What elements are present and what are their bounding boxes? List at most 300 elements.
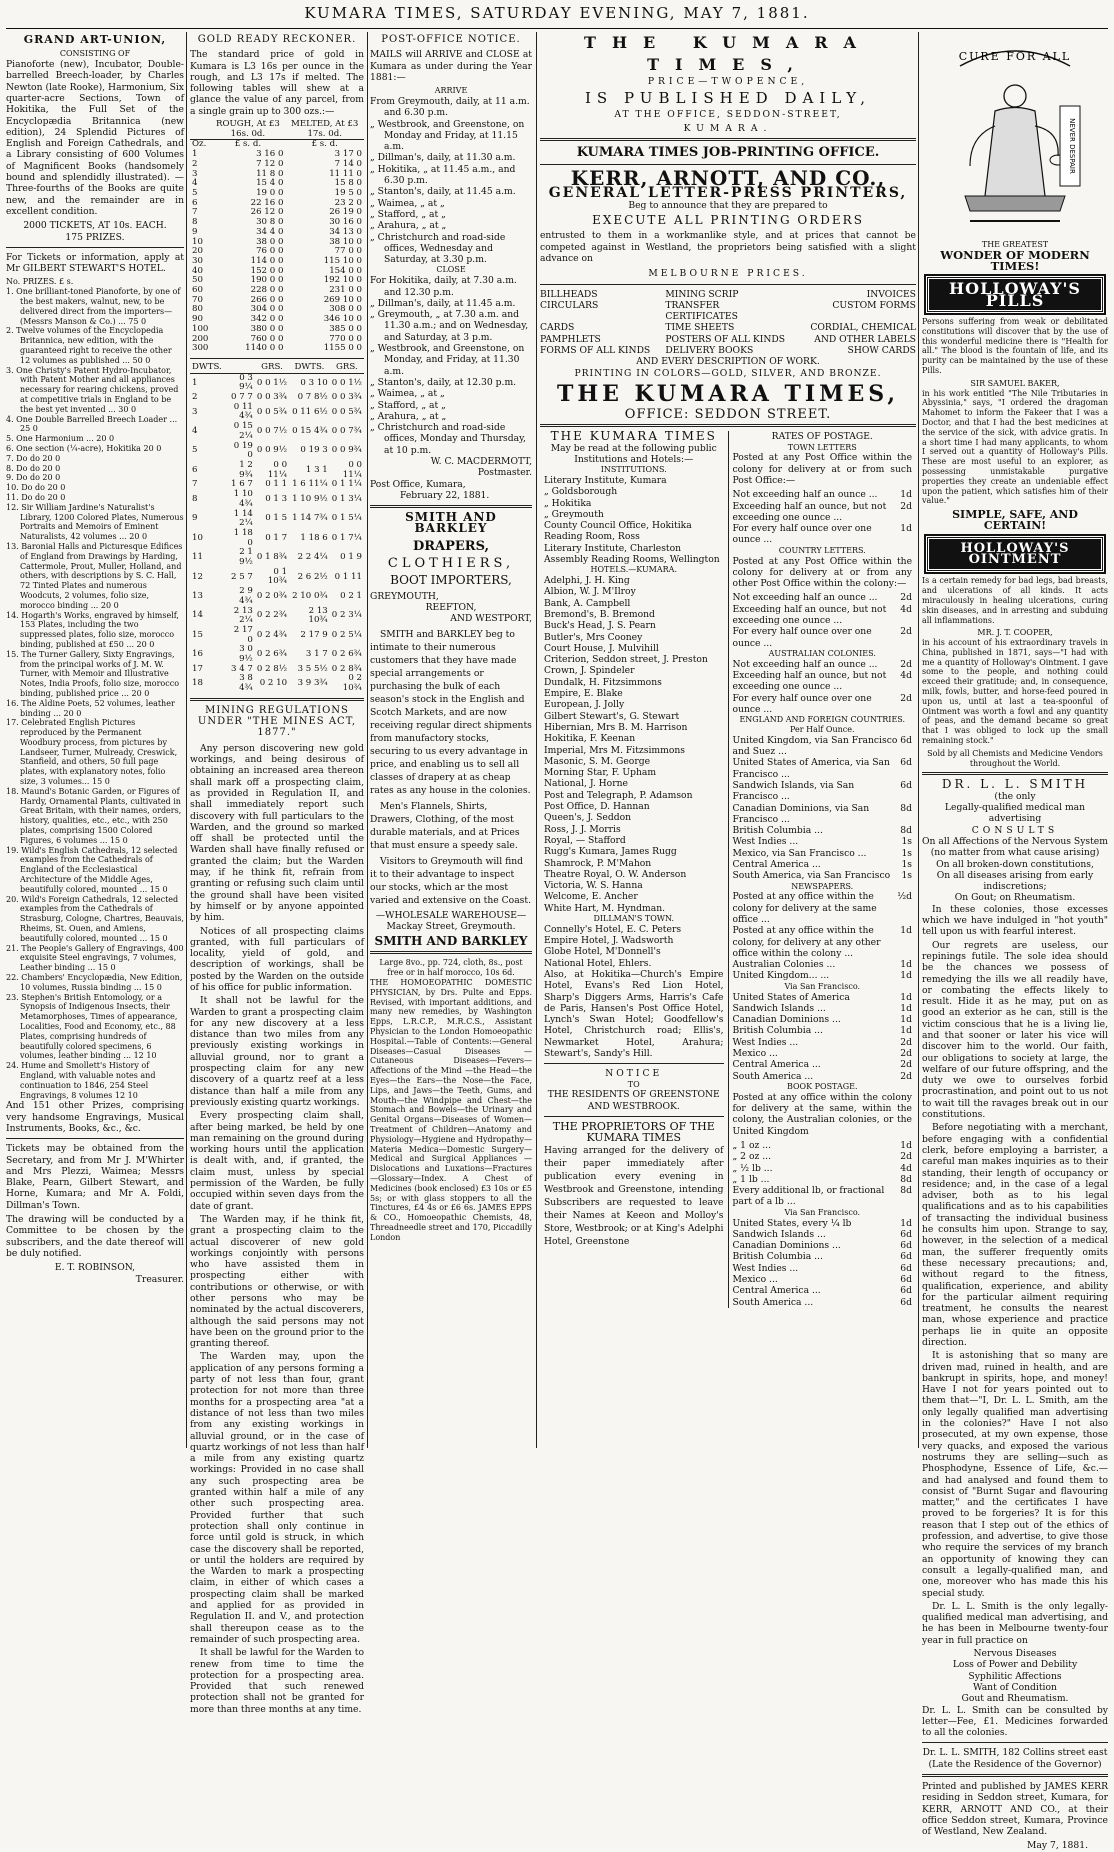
- dr-smith-ailment: On all broken-down constitutions,: [936, 858, 1094, 870]
- pennyweight-row: [190, 480, 364, 490]
- kt-melbourne: MELBOURNE PRICES.: [648, 268, 808, 280]
- pennyweight-cell: 0 1 3: [265, 493, 288, 504]
- pennyweight-cell: 0 7 8½: [297, 392, 328, 403]
- postmaster-title: Postmaster.: [477, 467, 532, 479]
- grs-head: GRS.: [255, 363, 289, 373]
- hotel-item: European, J. Jolly: [544, 699, 625, 711]
- imprint-date: May 7, 1881.: [1027, 1840, 1088, 1852]
- pennyweight-row: [190, 373, 364, 393]
- printing-item: CORDIAL, CHEMICAL: [810, 322, 916, 334]
- rate-value: 4d: [900, 603, 912, 615]
- pennyweight-cell: 0 2 3¼: [331, 610, 362, 621]
- rate-value: 1d: [900, 1014, 912, 1026]
- pennyweight-cell: 0 2 0¾: [256, 590, 288, 601]
- printing-item: DELIVERY BOOKS: [665, 345, 754, 357]
- rate-value: 1s: [901, 836, 912, 848]
- rate-label: Sandwich Islands ...: [732, 1002, 826, 1014]
- rate-label: West Indies ...: [732, 1262, 799, 1274]
- pennyweight-cell: 0 2 8½: [256, 663, 288, 674]
- rate-label: Every additional lb, or fractional part of a lb ...: [732, 1185, 885, 1208]
- pennyweight-row: [190, 393, 364, 403]
- art-union-signer: E. T. ROBINSON,: [54, 1262, 136, 1274]
- ounce-cell: 3 16 0: [256, 149, 284, 160]
- divider: [544, 1063, 724, 1064]
- rate-value: 1d: [900, 1217, 912, 1229]
- rate-label: Central America ...: [732, 1059, 821, 1071]
- ounce-cell: 34 4 0: [256, 226, 284, 237]
- pennyweight-row: [190, 548, 364, 567]
- ounce-cell: 380 0 0: [250, 323, 284, 334]
- rate-row: [733, 1048, 913, 1059]
- kt-colors: PRINTING IN COLORS—GOLD, SILVER, AND BRONZE.: [574, 367, 882, 379]
- pennyweight-cell: 0 1 3¼: [331, 493, 362, 504]
- hotel-item: White Hart, M. Hyndman.: [544, 902, 666, 914]
- ounce-cell: 154 0 0: [329, 265, 362, 276]
- prize-item: 12. Sir William Jardine's Naturalist's Library, 1200 Colored Plates, Numerous Portraits and Memoirs of Eminent Naturalists, 42 volumes ... 20 0: [6, 502, 184, 542]
- homeo-body: THE HOMOEOPATHIC DOMESTIC PHYSICIAN, by Drs. Pulte and Epps. Revised, with important additions, and many new remedies, by Washington Epps, L.R.C.P., M.R.C.S., Assistant Physician to the London Homoeopathic Hospital.—Table of Contents:—General Diseases—Casual Diseases —Cutaneous Diseases—Fevers—Affections of the Mind —the Head—the Eyes—the Ears—the Nose—the Face, Lips, and Jaws—the Teeth, Gums, and Mouth—the Windpipe and Chest—the Stomach and Bowels—the Urinary and Genital Organs—Diseases of Women—Treatment of Children—Anatomy and Physiology—Hygiene and Hydropathy—Materia Medica—Domestic Surgery—Medical and Surgical Appliances —Dislocations and Luxations—Fractures —Glossary—Index. A Chest of Medicines (book enclosed) £3 10s or £5 5s; or with glass stoppers to all the Tinctures, £4 4s or £6 6s. JAMES EPPS & CO., Homoeopathic Chemists, 48, Threadneedle street and 170, Piccadilly London: [370, 978, 532, 1242]
- rate-label: Not exceeding half an ounce ...: [732, 592, 878, 604]
- dwts-head: DWTS.: [289, 363, 330, 373]
- close-item: „ Waimea, „ at „: [370, 388, 445, 400]
- ounce-cell: 385 0 0: [329, 323, 362, 334]
- pennyweight-row: [190, 568, 364, 587]
- ounce-cell: 23 2 0: [334, 197, 362, 208]
- mining-title: MINING REGULATIONS UNDER "THE MINES ACT, 1877.": [197, 704, 357, 739]
- rate-label: Canadian Dominions, via San Francisco ...: [732, 802, 870, 825]
- book-head: BOOK POSTAGE.: [786, 1081, 858, 1091]
- ounce-cell: 231 0 0: [329, 285, 362, 296]
- ounce-cell: 8: [192, 217, 198, 228]
- dillmans-list: [544, 924, 724, 969]
- rate-label: Exceeding half an ounce, but not exceeding one ounce ...: [732, 603, 887, 626]
- rate-row: [733, 626, 913, 649]
- ounce-cell: 152 0 0: [250, 265, 284, 276]
- printing-item-row: [540, 322, 916, 333]
- ounce-cell: 80: [192, 304, 203, 315]
- holloway-column: [922, 32, 1108, 1852]
- kt-office: OFFICE: SEDDON STREET.: [624, 406, 832, 422]
- ounce-cell: 26 19 0: [329, 207, 362, 218]
- rate-value: 6d: [900, 1240, 912, 1252]
- smith-warehouse: —WHOLESALE WAREHOUSE—: [375, 909, 527, 921]
- smith-paragraph: Men's Flannels, Shirts, Drawers, Clothing, of the most durable materials, and at Prices that must ensure a speedy sale.: [370, 800, 520, 851]
- rate-row: [733, 1163, 913, 1174]
- art-union-prizes-count: 175 PRIZES.: [65, 231, 125, 243]
- ounce-table: [190, 120, 364, 354]
- notice-head: THE PROPRIETORS OF THE KUMARA TIMES: [552, 1120, 715, 1145]
- rate-label: Mexico ...: [732, 1274, 778, 1285]
- rate-label: „ ½ lb ...: [732, 1162, 773, 1174]
- ounce-cell: 190 0 0: [250, 275, 284, 286]
- ounce-cell: 1155 0 0: [323, 343, 362, 354]
- vsf2-head: Via San Francisco.: [784, 1207, 861, 1217]
- ounce-table-body: [190, 150, 364, 354]
- divider: [922, 772, 1108, 775]
- pennyweight-cell: 17: [192, 663, 203, 674]
- mining-paragraph: Every prospecting claim shall, after being marked, be held by one man remaining on the ground during working hours until the application is dealt with, and, if granted, the claim must, unless by special permission of the Warden, be fully occupied within seven days from the date of grant.: [190, 1110, 364, 1212]
- printing-item-row: [540, 345, 916, 356]
- pills-text: Persons suffering from weak or debilitated constitutions will discover that by the use of this wonderful medicine there is "Health for all." The blood is the fountain of life, and its purity can be maintained by the use of these Pills.: [922, 316, 1108, 375]
- kt-office-line: AT THE OFFICE, SEDDON-STREET,: [614, 109, 842, 121]
- dr-smith-paragraph: It is astonishing that so many are driven mad, ruined in health, and are bankrupt in spirits, hope, and money! Have I not for years pointed out to them that—"I, Dr. L. L. Smith, am the only legally qualified man advertising in the colonies?" Have I not also prosecuted, at my own expense, those very quacks, and exposed the various nostrums they are selling—such as Phosphodyne, Essence of Life, &c.—and had analysed and found them to consist of "Burnt Sugar and flavouring matter," and the certificates I have proved to be forgeries? It is for this reason that I step out of the ethics of profession, and advertise, to give those who require the services of my branch an opportunity of knowing they can consult a legally-qualified man, and one, moreover who has made this his special study.: [922, 1350, 1108, 1599]
- printing-item: POSTERS OF ALL KINDS: [665, 333, 786, 345]
- pennyweight-cell: 0 1 10¾: [267, 566, 288, 587]
- prize-item: 15. The Turner Gallery, Sixty Engravings, from the principal works of J. M. W. Turner, with Memoir and Illustrative Notes, India Proofs, folio size, morocco binding, published price ... 20 0: [6, 649, 180, 698]
- institution-item: Literary Institute, Charleston: [544, 542, 682, 554]
- ointment-text: Is a certain remedy for bad legs, bad breasts, and ulcerations of all kinds. It acts miraculously in healing ulcerations, curing skin diseases, and in arresting and subduing all inflammations.: [922, 576, 1108, 625]
- arrive-item: „ Westbrook, and Greenstone, on Monday and Friday, at 11.15 a.m.: [370, 118, 525, 153]
- pennyweight-cell: 0 0 1½: [331, 377, 362, 388]
- rate-label: United States of America, via San Francisco ...: [732, 757, 890, 780]
- pennyweight-cell: 7: [192, 479, 198, 490]
- arrive-heading: ARRIVE: [434, 86, 468, 96]
- printing-item: AND OTHER LABELS: [814, 333, 916, 345]
- pennyweight-row: [190, 626, 364, 645]
- pennyweight-cell: 3 8 4¾: [239, 673, 253, 694]
- dillmans-item: Connelly's Hotel, E. C. Peters: [544, 923, 682, 935]
- ounce-cell: 770 0 0: [329, 333, 362, 344]
- pennyweight-cell: 8: [192, 493, 198, 504]
- rate-row: [733, 659, 913, 670]
- printing-item: INVOICES: [866, 288, 916, 300]
- prize-item: 16. The Aldine Poets, 52 volumes, leather binding ... 20 0: [6, 698, 175, 718]
- ounce-cell: 114 0 0: [250, 255, 284, 266]
- pennyweight-cell: 3 1 7: [305, 649, 328, 660]
- printing-item: CARDS: [540, 322, 575, 334]
- pennyweight-cell: 0 0 5¾: [256, 406, 288, 417]
- hotels-heading: HOTELS.—KUMARA.: [590, 565, 677, 575]
- sold-text: Sold by all Chemists and Medicine Vendors throughout the World.: [927, 748, 1103, 768]
- hotel-item: Albion, W. J. M'Ilroy: [544, 586, 636, 598]
- art-union-subtitle: CONSISTING OF: [59, 49, 131, 59]
- pennyweight-cell: 18: [192, 678, 203, 689]
- dillmans-heading: DILLMAN'S TOWN.: [593, 914, 675, 923]
- rate-value: 1d: [900, 1139, 912, 1151]
- rate-label: Central America ...: [732, 859, 821, 871]
- read-at-section: [540, 431, 728, 1308]
- prize-item: 24. Hume and Smollett's History of England, with valuable notes and continuation to 1846, 254 Steel Engravings, 8 volumes 12 10: [6, 1061, 156, 1100]
- rate-label: Canadian Dominions ...: [732, 1014, 841, 1026]
- pennyweight-cell: 0 15 2¼: [233, 421, 253, 441]
- rate-value: 6d: [900, 1274, 912, 1285]
- pennyweight-cell: 3 0 9½: [239, 644, 253, 665]
- pennyweight-row: [190, 510, 364, 529]
- san-francisco-book-rates: [733, 1218, 913, 1308]
- country-letters-intro: Posted at any Post Office within the colony for delivery at or from any other Post Office within the colony:—: [732, 555, 912, 590]
- pennyweight-row: [190, 490, 364, 509]
- kt-town: KUMARA.: [683, 122, 773, 134]
- hotel-item: Bremond's, B. Bremond: [544, 608, 655, 620]
- close-item: „ Christchurch and road-side offices, Monday and Thursday, at 10 p.m.: [370, 422, 526, 456]
- country-rates: [733, 592, 913, 648]
- ounce-cell: 308 0 0: [329, 304, 362, 315]
- rate-row: [733, 523, 913, 546]
- divider: [544, 1116, 724, 1117]
- post-office-column: [370, 32, 532, 1448]
- pennyweight-cell: 0 3 10: [300, 377, 328, 388]
- col-label: Oz.: [192, 139, 207, 150]
- australian-rates: [733, 659, 913, 715]
- post-intro: MAILS will ARRIVE and CLOSE at Kumara as under during the Year 1881:—: [370, 49, 532, 83]
- hotel-item: Buck's Head, J. S. Pearn: [544, 620, 656, 632]
- institution-item: Reading Room, Ross: [544, 531, 640, 543]
- rate-label: United Kingdom, via San Francisco and Suez ...: [732, 734, 898, 758]
- close-item: „ Westbrook, and Greenstone, on Monday, and Friday, at 11.30 a.m.: [370, 343, 525, 377]
- arrive-item: From Greymouth, daily, at 11 a.m. and 6.30 p.m.: [370, 95, 530, 119]
- smith-street: Mackay Street, Greymouth.: [386, 920, 516, 932]
- rate-label: South America, via San Francisco: [732, 870, 891, 882]
- column-rule: [536, 32, 537, 1448]
- ounce-cell: 7 14 0: [334, 158, 362, 169]
- rate-label: Central America ...: [732, 1285, 821, 1297]
- prize-item: 18. Maund's Botanic Garden, or Figures of Hardy, Ornamental Plants, cultivated in Great Britain, with their names, orders, history, qualities, etc., etc., with 250 plates, comprising 1500 Colored Figures, 6 volumes ... 15 0: [6, 786, 182, 845]
- prize-item: 5. One Harmonium ... 20 0: [6, 434, 115, 444]
- rate-value: 8d: [900, 825, 912, 837]
- pennyweight-cell: 2 5 7: [231, 571, 253, 582]
- ounce-cell: 192 10 0: [323, 275, 362, 286]
- art-union-signer-title: Treasurer.: [135, 1273, 184, 1285]
- rate-label: Exceeding half an ounce, but not exceeding one ounce ...: [732, 500, 887, 523]
- art-union-column: [6, 32, 184, 1448]
- pennyweight-cell: 0 2 10¾: [342, 673, 362, 694]
- rate-row: [733, 1059, 913, 1070]
- rate-row: [733, 489, 913, 500]
- rate-row: [733, 501, 913, 524]
- divider: [6, 247, 184, 248]
- pennyweight-cell: 1 14 2¼: [233, 508, 253, 529]
- ounce-cell: 228 0 0: [250, 285, 284, 296]
- ounce-cell: 9: [192, 226, 198, 237]
- pennyweight-cell: 1 18 6: [300, 532, 328, 543]
- ounce-cell: 40: [192, 265, 203, 276]
- arrive-list: [370, 96, 532, 265]
- pennyweight-cell: 0 2 1: [340, 590, 362, 601]
- art-union-title: GRAND ART-UNION,: [23, 33, 167, 46]
- smith-footer: SMITH AND BARKLEY: [374, 934, 528, 949]
- printing-item: FORMS OF ALL KINDS: [540, 345, 651, 357]
- pennyweight-cell: 2 9 4¾: [239, 586, 253, 606]
- ounce-cell: 100: [192, 323, 209, 334]
- pennyweight-cell: 0 1 1¼: [331, 479, 362, 490]
- foreign-head: ENGLAND AND FOREIGN COUNTRIES. Per Half Ounce.: [739, 715, 906, 734]
- read-at-also: Also, at Hokitika—Church's Empire Hotel, Evans's Red Lion Hotel, Sharp's Diggers Arms, Harris's Cafe de Paris, Hansen's Post Office Hotel, Lynch's Swan Hotel; Goodfellow's Hotel, Christchurch road; Ellis's, Newmarket Hotel, Arahura; Stewart's, Sandy's Hill.: [544, 968, 724, 1060]
- emblem-top-text: CURE FOR ALL: [958, 50, 1072, 63]
- prize-item: 22. Chambers' Encyclopædia, New Edition, 10 volumes, Russia binding ... 15 0: [6, 973, 183, 992]
- printing-item: TRANSFER CERTIFICATES: [665, 299, 738, 323]
- melted-head: MELTED, At £3 17s. 0d.: [285, 120, 364, 140]
- dr-smith-ailment: On all Affections of the Nervous System: [922, 835, 1108, 847]
- hotel-item: National, J. Horne: [544, 778, 628, 790]
- rate-value: 1d: [900, 959, 912, 971]
- rate-label: United States, every ¼ lb: [732, 1217, 852, 1229]
- rates-title: RATES OF POSTAGE.: [771, 431, 873, 443]
- hotel-item: Ross, J. J. Morris: [544, 823, 621, 835]
- ounce-cell: 5: [192, 188, 198, 198]
- rate-value: 6d: [900, 1228, 912, 1240]
- institution-item: „ Greymouth: [544, 508, 604, 520]
- pennyweight-cell: 0 19 0: [233, 440, 253, 461]
- book-intro: Posted at any office within the colony for delivery at the same, within the colony, the Australian colonies, or the United Kingdom: [732, 1091, 912, 1137]
- rate-label: Australian Colonies ...: [732, 959, 836, 971]
- pennyweight-cell: 0 0 3¾: [331, 392, 362, 403]
- rate-value: 4d: [900, 669, 912, 681]
- prize-item: 4. One Double Barrelled Breech Loader ... 25 0: [6, 414, 178, 434]
- prize-item: 13. Baronial Halls and Picturesque Edifices of England from Drawings by Harding, Cattermole, Prout, Muller, Holland, and others, with descriptions by S. C. Hall, 72 Tinted Plates and numerous Woodcuts, 2 volumes, folio size, morocco binding ... 20 0: [6, 541, 183, 610]
- kt-job-printing: KUMARA TIMES JOB-PRINTING OFFICE.: [576, 144, 880, 160]
- ounce-cell: 22 16 0: [250, 197, 284, 208]
- rate-row: [733, 870, 913, 881]
- pennyweight-row: [190, 607, 364, 626]
- prize-item: 17. Celebrated English Pictures reproduced by the Permanent Woodbury process, from pictures by Landseer, Turner, Mulready, Creswick, Stanfield, and others, 50 full page plates, with explanatory notes, folio size, 3 volumes... 15 0: [6, 718, 178, 787]
- pennyweight-cell: 0 0 11¼: [267, 459, 288, 480]
- hotel-item: Royal, — Stafford: [544, 834, 626, 846]
- hotel-item: Masonic, S. M. George: [544, 755, 651, 767]
- rate-label: South America ...: [732, 1070, 814, 1082]
- rate-label: Mexico ...: [732, 1048, 778, 1060]
- pennyweight-row: [190, 442, 364, 461]
- vsf-head: Via San Francisco.: [784, 981, 861, 991]
- column-rule: [918, 32, 919, 1448]
- art-union-drawing: The drawing will be conducted by a Committee to be chosen by the subscribers, and the date thereof will be duly notified.: [6, 1214, 184, 1259]
- simple-safe-text: SIMPLE, SAFE, AND CERTAIN!: [952, 508, 1078, 533]
- pennyweight-cell: 0 1 11: [334, 571, 362, 582]
- ounce-cell: 11 8 0: [256, 168, 284, 179]
- homeo-edition: Large 8vo., pp. 724, cloth, 8s., post free or in half morocco, 10s 6d.: [379, 958, 523, 978]
- ounce-cell: 10: [192, 236, 203, 247]
- ounce-cell: 60: [192, 285, 203, 296]
- ounce-cell: 3: [192, 168, 198, 179]
- rate-row: [733, 825, 913, 836]
- rate-row: [733, 1218, 913, 1229]
- mining-paragraph: Notices of all prospecting claims granted, with full particulars of locality, yield of gold, and description of workings, shall be posted by the Warden on the outside of his office for public information.: [190, 925, 364, 993]
- pennyweight-cell: 0 2 6¾: [331, 649, 362, 660]
- institutions-list: [544, 475, 724, 565]
- rough-head: ROUGH, At £3 16s. 0d.: [210, 120, 285, 140]
- prize-item: 3. One Christy's Patent Hydro-Incubator, with Patent Mother and all appliances necessary for rearing chickens, proved at competitive trials in England to be the best yet invented ... 30 0: [6, 365, 179, 414]
- rate-row: [733, 693, 913, 716]
- arrive-item: „ Dillman's, daily, at 11.30 a.m.: [370, 152, 516, 164]
- ounce-cell: 300: [192, 343, 209, 354]
- pennyweight-cell: 2 2 4¼: [297, 552, 328, 563]
- dr-smith-case: Nervous Diseases: [973, 1648, 1057, 1660]
- ounce-cell: 77 0 0: [334, 246, 362, 257]
- pennyweight-cell: 0 11 6½: [292, 406, 328, 417]
- pennyweight-cell: 1 6 11¼: [292, 479, 328, 490]
- hotel-item: Dundalk, H. Fitzsimmons: [544, 676, 662, 688]
- hotel-item: Shamrock, P. M'Mahon: [544, 857, 652, 869]
- imprint-text: Printed and published by JAMES KERR residing in Seddon street, Kumara, for KERR, ARNOTT AND CO., at their office Seddon street, Kumara, Province of Westland, New Zealand.: [922, 1780, 1108, 1838]
- post-date: February 22, 1881.: [400, 489, 490, 501]
- kt-office-title: THE KUMARA TIMES,: [556, 380, 900, 407]
- reckoner-intro: The standard price of gold in Kumara is L3 16s per ounce in the rough, and L3 17s if melted. The following tables will shew at a glance the value of any parcel, from a single grain up to 300 ozs.:—: [190, 49, 364, 117]
- mining-paragraph: The Warden may, upon the application of any persons forming a party of not less than four, grant protection for not more than three months for a prospecting area "at a distance of not less than two miles from any existing workings in alluvial ground, or in the case of quartz workings of not less than half a mile from any existing quartz workings: Provided in no case shall any such prospecting area be granted within half a mile of any other such prospecting area. Provided further that such protection shall only continue in force until gold is struck, in which case the discovery shall be reported, or until the holders are required by the Warden to mark a prospecting claim, in either of which cases a prospecting claim shall be marked and applied for as provided in Regulation II. and V., and protection shall thereupon cease as to the remainder of such prospecting area.: [190, 1351, 364, 1645]
- pennyweight-cell: 2 17 0: [233, 624, 253, 645]
- pennyweight-cell: 0 2 10: [259, 678, 288, 689]
- rate-row: [733, 848, 913, 859]
- pennyweight-row: [190, 422, 364, 441]
- rate-value: 2d: [900, 1036, 912, 1048]
- pennyweight-cell: 1 6 7: [231, 479, 253, 490]
- rate-label: West Indies ...: [732, 1036, 799, 1048]
- art-union-intro: Pianoforte (new), Incubator, Double-barrelled Breech-loader, by Charles Newton (late Rooke), Harmonium, Six quarter-acre Sections, Town of Hokitika, the Full Set of the Encyclopædia Britannica (new edition), 24 Splendid Pictures of English and Foreign Cathedrals, and a Library consisting of 600 Volumes of Magnificent Books (handsomely bound and splendidly illustrated). — Three-fourths of the Books are quite new, and the remainder are in excellent condition.: [6, 59, 184, 217]
- rate-row: [733, 1185, 913, 1208]
- printing-item: MINING SCRIP: [665, 288, 739, 300]
- ounce-cell: 266 0 0: [250, 294, 284, 305]
- dr-smith-title: DR. L. L. SMITH: [941, 777, 1089, 792]
- pennyweight-cell: 4: [192, 426, 198, 437]
- rate-row: [733, 803, 913, 826]
- ounce-cell: 342 0 0: [250, 314, 284, 325]
- prize-item: 2. Twelve volumes of the Encyclopedia Britannica, new edition, with the guaranteed right to receive the other 12 volumes as published ... 50 0: [6, 326, 172, 365]
- dr-smith-case: Want of Condition: [973, 1681, 1057, 1693]
- rate-label: For every half ounce over one ounce ...: [732, 626, 872, 649]
- kt-published: IS PUBLISHED DAILY,: [585, 89, 871, 108]
- rate-label: South America ...: [732, 1296, 814, 1308]
- rate-value: 6d: [900, 1285, 912, 1297]
- mining-paragraph: It shall be lawful for the Warden to renew from time to time the protection for a prospecting area. Provided that such renewed protection shall not be granted for more than three months at any time.: [190, 1647, 364, 1715]
- ounce-cell: 7 12 0: [256, 158, 284, 169]
- rate-row: [733, 1003, 913, 1014]
- pennyweight-cell: 12: [192, 571, 203, 582]
- hotel-item: Butler's, Mrs Cooney: [544, 631, 643, 643]
- cooper-text: in his account of his extraordinary travels in China, published in 1871, says—"I had with me a quantity of Holloway's Ointment. I gave some to the people, and nothing could exceed their gratitude; and, in consequence, milk, fowls, butter, and horse-feed poured in upon us, until at last a tea-spoonful of Ointment was worth a fowl and any quantity of peas, and the demand became so great that I was obliged to lock up the small remaining stock.": [922, 638, 1108, 746]
- ounce-cell: 3 17 0: [334, 149, 362, 160]
- pennyweight-cell: 10: [192, 532, 203, 543]
- rate-value: 2d: [900, 1059, 912, 1071]
- rate-row: [733, 1151, 913, 1162]
- pennyweight-row: [190, 587, 364, 606]
- notice-to: TO: [627, 1079, 640, 1089]
- ounce-cell: 15 8 0: [334, 178, 362, 189]
- rate-row: [733, 1297, 913, 1308]
- dr-smith-legal: Legally-qualified medical man advertising: [944, 802, 1086, 825]
- pennyweight-cell: 0 0 3¾: [256, 392, 288, 403]
- rate-value: 6d: [900, 1296, 912, 1308]
- postmaster-name: W. C. MACDERMOTT,: [430, 455, 532, 467]
- pennyweight-cell: 0 1 5¼: [331, 513, 362, 524]
- close-item: „ Stanton's, daily, at 12.30 p.m.: [370, 376, 517, 388]
- rate-row: [733, 780, 913, 803]
- ounce-cell: 15 4 0: [256, 178, 284, 189]
- notice-residents: THE RESIDENTS OF GREENSTONE AND WESTBROOK.: [547, 1089, 720, 1112]
- smith-barkley-name: SMITH AND BARKLEY: [405, 510, 497, 536]
- close-item: „ Arahura, „ at „: [370, 410, 447, 422]
- ounce-cell: 70: [192, 294, 203, 305]
- rate-value: 2d: [900, 626, 912, 638]
- dr-smith-case: Loss of Power and Debility: [952, 1659, 1078, 1671]
- kt-beg: Beg to announce that they are prepared to: [628, 199, 828, 211]
- holloway-ointment-banner: HOLLOWAY'S OINTMENT: [926, 536, 1104, 573]
- rate-row: [733, 1274, 913, 1285]
- rate-label: Sandwich Islands, via San Francisco ...: [732, 779, 855, 803]
- rate-row: [733, 1037, 913, 1048]
- hotel-item: Post and Telegraph, P. Adamson: [544, 789, 693, 801]
- rate-value: 2d: [900, 658, 912, 670]
- ounce-cell: 38 10 0: [329, 236, 362, 247]
- baker-name: SIR SAMUEL BAKER,: [970, 378, 1060, 388]
- pennyweight-cell: 0 19 3: [300, 445, 328, 456]
- dr-smith-consults: CONSULTS: [971, 824, 1059, 836]
- pennyweight-cell: 0 1 1: [265, 479, 288, 490]
- arrive-item: „ Christchurch and road-side offices, Wednesday and Saturday, at 3.30 p.m.: [370, 231, 506, 266]
- printing-item: CUSTOM FORMS: [832, 299, 916, 311]
- pennyweight-cell: 0 0 9¾: [331, 445, 362, 456]
- dr-smith-case: Syphilitic Affections: [968, 1670, 1062, 1682]
- hotel-item: Adelphi, J. H. King: [544, 575, 630, 587]
- rate-value: 6d: [900, 734, 912, 746]
- hotel-item: Victoria, W. S. Hanna: [544, 880, 643, 892]
- rate-row: [733, 959, 913, 970]
